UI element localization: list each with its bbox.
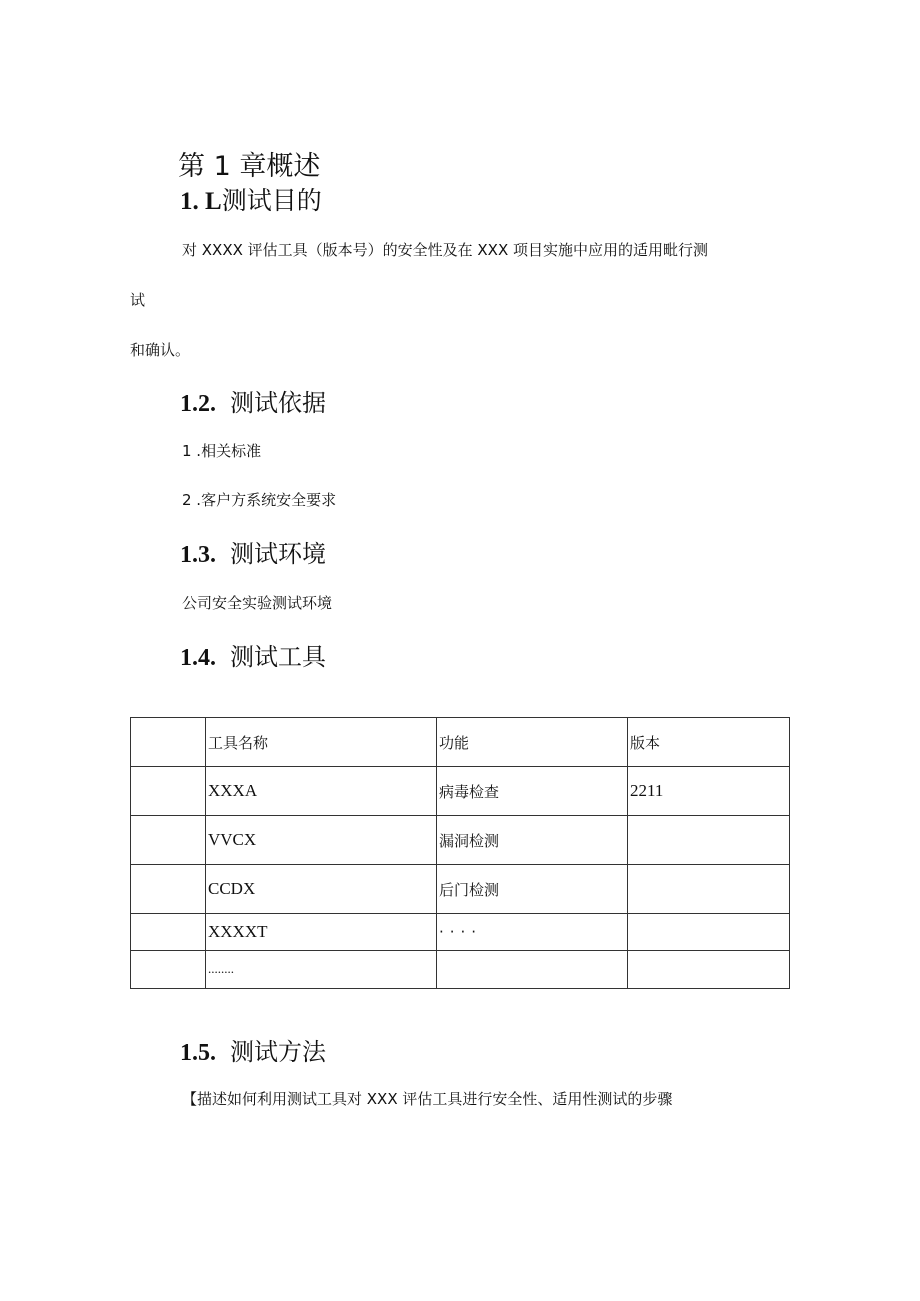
section-1-2-title: 测试依据 xyxy=(230,389,326,417)
table-cell: XXXA xyxy=(206,767,437,816)
tools-table xyxy=(130,717,790,989)
section-1-3-number: 1.3. xyxy=(180,542,216,568)
section-1-1-number: 1. L xyxy=(180,188,222,215)
table-cell xyxy=(131,767,206,816)
table-cell: 病毒检查 xyxy=(437,767,628,816)
table-cell xyxy=(131,816,206,865)
section-1-2-number: 1.2. xyxy=(180,391,216,417)
table-cell: 2211 xyxy=(628,767,790,816)
purpose-paragraph-line2: 试 xyxy=(130,291,146,309)
table-header-cell: 功能 xyxy=(437,718,628,767)
table-row xyxy=(131,914,790,951)
section-1-3-heading xyxy=(180,539,326,570)
table-cell: 后门检测 xyxy=(437,865,628,914)
section-1-4-title: 测试工具 xyxy=(230,643,326,671)
section-1-1-title: 测试目的 xyxy=(221,186,322,215)
ellipsis-text: ···· xyxy=(439,923,483,941)
ellipsis-text: ........ xyxy=(208,960,234,976)
table-row xyxy=(131,951,790,989)
basis-item-1: 1 .相关标准 xyxy=(182,442,262,460)
table-cell: 漏洞检测 xyxy=(437,816,628,865)
table-header-row xyxy=(131,718,790,767)
table-cell xyxy=(131,914,206,951)
section-1-5-heading xyxy=(180,1037,326,1068)
section-1-3-title: 测试环境 xyxy=(230,540,326,568)
table-cell: VVCX xyxy=(206,816,437,865)
table-cell xyxy=(437,951,628,989)
method-description: 【描述如何利用测试工具对 XXX 评估工具进行安全性、适用性测试的步骤 xyxy=(182,1090,673,1108)
section-1-5-title: 测试方法 xyxy=(230,1038,326,1066)
table-cell xyxy=(206,951,437,989)
purpose-paragraph-line3: 和确认。 xyxy=(130,341,191,359)
section-1-4-number: 1.4. xyxy=(180,645,216,671)
table-cell: CCDX xyxy=(206,865,437,914)
table-header-cell: 工具名称 xyxy=(206,718,437,767)
basis-item-2: 2 .客户方系统安全要求 xyxy=(182,491,337,509)
table-row xyxy=(131,816,790,865)
table-cell: XXXXT xyxy=(206,914,437,951)
table-header-cell: 版本 xyxy=(628,718,790,767)
table-header-cell xyxy=(131,718,206,767)
table-cell xyxy=(131,865,206,914)
section-1-5-number: 1.5. xyxy=(180,1040,216,1066)
chapter-title: 第 1 章概述 xyxy=(178,151,321,182)
section-1-1-heading xyxy=(180,185,322,218)
table-cell xyxy=(628,865,790,914)
environment-text: 公司安全实验测试环境 xyxy=(182,594,333,612)
table-cell xyxy=(628,914,790,951)
section-1-2-heading xyxy=(180,388,326,419)
section-1-4-heading xyxy=(180,642,326,673)
purpose-paragraph-line1: 对 XXXX 评估工具（版本号）的安全性及在 XXX 项目实施中应用的适用毗行测 xyxy=(182,241,709,259)
table-cell xyxy=(628,816,790,865)
table-cell xyxy=(131,951,206,989)
table-cell xyxy=(628,951,790,989)
table-cell xyxy=(437,914,628,951)
table-row xyxy=(131,767,790,816)
table-row xyxy=(131,865,790,914)
